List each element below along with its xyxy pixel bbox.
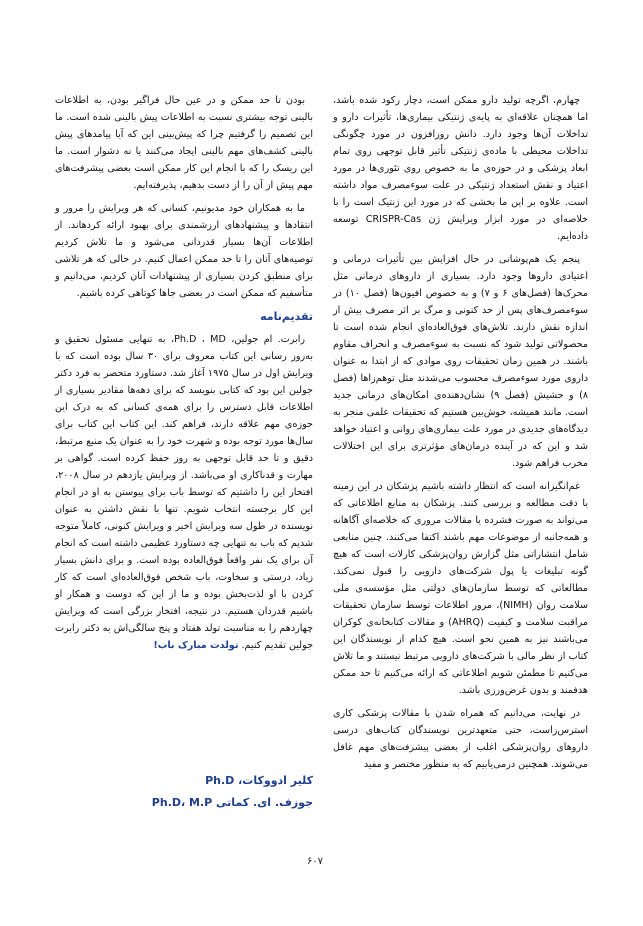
signature-second: جوزف. ای. کماتی Ph.D، M.P [151,796,313,809]
paragraph: غم‌انگیزانه است که انتظار داشته باشیم پزشکان در این زمینه با دقت مطالعه و بررسی کنند. پزشکان به منابع اطلاعاتی که می‌تواند به صورت فشرده یا مقالات مروری که خلاصه‌ای آگاهانه و همه‌جانبه از موضوعات مهم باشند اکتفا می‌کنند. چنین منابعی شامل انتشاراتی مثل گزارش روان‌پزشکی کارلات است که هیچ گونه تبلیغات یا پول شرکت‌های دارویی را قبول نمی‌کند. مطالعاتی که توسط سازمان‌های دولتی مثل مؤسسه‌ی ملی سلامت روان (NIMH)، مرور اطلاعات توسط سازمان تحقیقات مراقبت سلامت و کیفیت (AHRQ) و مقالات کتابخانه‌ی کوکران می‌باشند نیز به همین نحو است. هیچ کدام از نویسندگان این کتاب از نظر مالی با شرکت‌های دارویی مرتبط نیستند و ما تلاش می‌کنیم تا مطمئن شویم اطلاعاتی که ارائه می‌کنیم تا حد ممکن هدفمند و بدون غرض‌ورزی باشد. [333,481,588,696]
right-column [333,92,588,779]
birthday-line: تولدت مبارک باب! [153,640,239,651]
signature-first: کلیر ادووکات، Ph.D [205,774,313,787]
page-number: ۶۰۷ [306,856,324,867]
dedication-paragraph [55,331,313,654]
paragraph: بودن تا حد ممکن و در عین حال فراگیر بودن، به اطلاعات بالینی توجه بیشتری نسبت به اطلاعات پیش بالینی شده است. ما این تصمیم را گرفتیم چرا که پیش‌بینی این که آیا پیامدهای پیش بالینی کشف‌های مهم بالینی ایجاد می‌کنند یا نه دشوار است. ما این ریسک را که با انجام این کار ممکن است بعضی پیشرفت‌های مهم پیش از آن را از دست بدهیم، پذیرفته‌ایم. [55,95,313,191]
paragraph: پنجم یک هم‌پوشانی در حال افزایش بین تأثیرات درمانی و اعتیادی داروها وجود دارد. بسیاری از داروهای درمانی مثل محرک‌ها (فصل‌های ۶ و ۷) و به خصوص افیون‌ها (فصل ۱۰) در سوءمصرف‌های پس از حد کنونی و مرگ بر اثر مصرف بیش از اندازه نقش دارند. تلاش‌های فوق‌العاده‌ای انجام شده است تا محصولاتی تولید شود که نسبت به سوءمصرف و انحراف مقاوم باشند. در همین زمان تحقیقات روی موادی که از ابتدا به عنوان داروی مورد سوءمصرف محسوب می‌شدند مثل توهم‌زاها (فصل ۸) و حشیش (فصل ۹) نشان‌دهنده‌ی امکان‌های درمانی جدید است. مانند همیشه، خوش‌بین هستیم که تحقیقات علمی منجر به دیدگاه‌های جدیدی در مورد علت بیماری‌های روانی و اعتیاد خواهد شد و این که در آینده درمان‌های مؤثرتری برای این اختلالات مخرب فراهم شود. [333,254,588,469]
paragraph: چهارم، اگرچه تولید دارو ممکن است، دچار رکود شده باشد، اما همچنان علاقه‌ای به پایه‌ی ژنتیکی بیماری‌ها، تأثیرات دارو و تداخلات آن‌ها وجود دارد. دانش روزافزون در مورد چگونگی تداخلات محیطی با ماده‌ی ژنتیکی تأثیر قابل توجهی روی تمام ابعاد پزشکی و در حوزه‌ی ما به خصوص روی تئوری‌ها در مورد اعتیاد و نقش استعداد ژنتیکی در علت سوءمصرف مواد داشته است. علاوه بر این ما بخشی که در مورد این ژنتیک است را با خلاصه‌ای در مورد ابزار ویرایش ژن CRISPR-Cas توسعه داده‌ایم. [333,95,588,242]
signatures [55,770,313,814]
paragraph: در نهایت، می‌دانیم که همراه شدن با مقالات پزشکی کاری استرس‌زاست، حتی متعهدترین نویسندگان کتاب‌های درسی داروهای روان‌پزشکی اغلب از بعضی پیشرفت‌های مهم غافل می‌شوند. همچنین درمی‌یابیم که به منظور مختصر و مفید [333,708,588,770]
dedication-text: رابرت. ام جولین، Ph.D ، MD، به تنهایی مسئول تحقیق و به‌روز رسانی این کتاب معروف برای ۳۰ سال بوده است که با ویرایش اول در سال ۱۹۷۵ آغاز شد. دستاورد متحصر به فرد دکتر جولین این بود که کتابی بنویسد که برای دهه‌ها مقادیر بسیاری از اطلاعات قابل دسترس را برای همه‌ی کسانی که به درک این حوزه‌ی مهم علاقه دارند، فراهم کند. این کتاب این کتاب برای سال‌ها مورد توجه بوده و شهرت خود را به عنوان یک منبع مرتبط، دقیق و تا حد قابل توجهی به روز حفظ کرده است. گواهی بر مهارت و قدناکاری او می‌باشد. از ویرایش یازدهم در سال ۲۰۰۸، افتخار این را داشتیم که توسط باب برای پیوستن به او در انجام این کار برجسته انتخاب شویم. تنها با نقش داشتن به عنوان نویسنده در طول سه ویرایش اخیر و ویرایش کنونی، کاملاً متوجه شدیم که باب به تنهایی چه دستاورد عظیمی داشته است که انجام آن برای یک نفر واقعاً فوق‌العاده بوده است. و برای دانش بسیار زیاد، درستی و سخاوت، باب شخص فوق‌العاده‌ای است که کار کردن با او لذت‌بخش بوده و ما از این که دوست و همکار او باشیم قدردان هستیم. در نتیجه، افتخار بزرگی است که ویرایش چهاردهم را به مناسبت تولد هفتاد و پنج سالگی‌اش به دکتر رابرت جولین تقدیم کنیم. [55,334,313,651]
paragraph: ما به همکاران خود مدیونیم، کسانی که هر ویرایش را مرور و انتقادها و پیشنهادهای ارزشمندی برای بهبود ارائه کردهاند. از اطلاعات آن‌ها بسیار قدردانی می‌شود و ما تلاش کردیم توصیه‌های آنان را تا حد ممکن اعمال کنیم. در حالی که هر تلاشی برای منطبق کردن بسیاری از پیشنهادات آنان کردیم، می‌دانیم و متأسفیم که ممکن است در بعضی جاها کوتاهی کرده باشیم. [55,203,313,299]
left-column [55,92,313,660]
dedication-heading: تقدیم‌نامه [260,310,313,323]
